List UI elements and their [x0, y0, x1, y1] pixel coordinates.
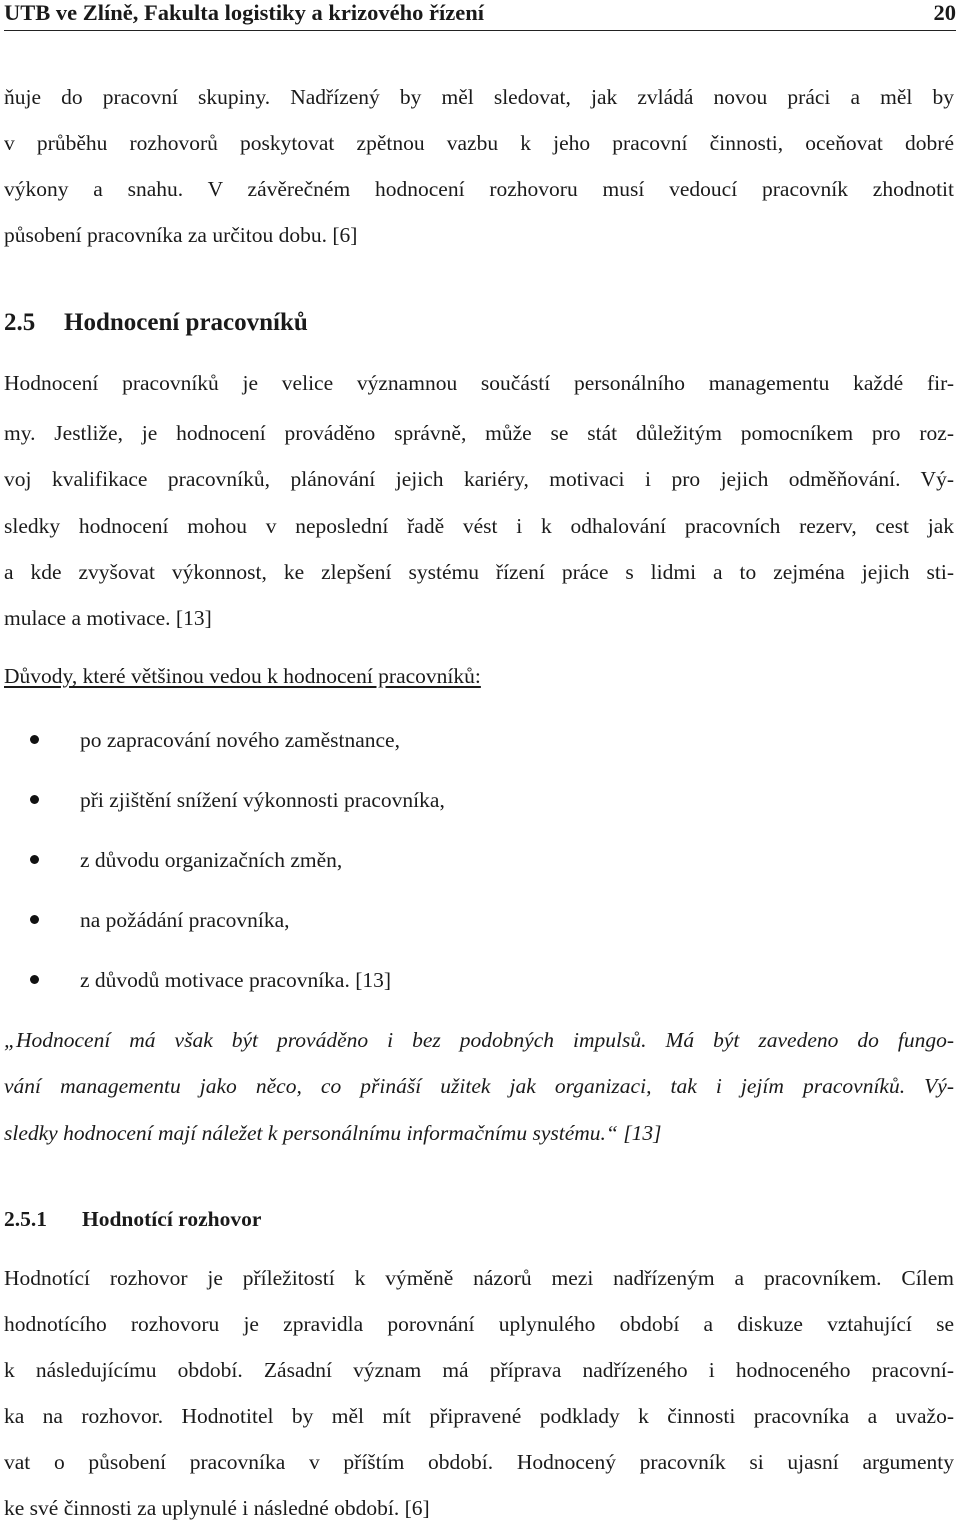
bullet-icon	[30, 855, 39, 864]
paragraph-line: k následujícímu období. Zásadní význam má příprava nadřízeného i hodnoceného pracovní-	[4, 1358, 954, 1382]
paragraph-line: Hodnotící rozhovor je příležitostí k výměně názorů mezi nadřízeným a pracovníkem. Cílem	[4, 1266, 954, 1290]
intro-line: působení pracovníka za určitou dobu. [6]	[4, 223, 358, 247]
subsection-title: Hodnotící rozhovor	[82, 1207, 262, 1231]
header-title: UTB ve Zlíně, Fakulta logistiky a krizového řízení	[4, 0, 485, 25]
intro-line: v průběhu rozhovorů poskytovat zpětnou vazbu k jeho pracovní činnosti, oceňovat dobré	[4, 131, 954, 155]
section-number: 2.5	[4, 309, 36, 336]
quote-line: vání managementu jako něco, co přináší užitek jak organizaci, tak i jejím pracovníků. Vý-	[4, 1074, 954, 1098]
paragraph-line: a kde zvyšovat výkonnost, ke zlepšení systému řízení práce s lidmi a to zejména jejich sti-	[4, 560, 954, 584]
section-heading	[4, 308, 308, 338]
list-item: na požádání pracovníka,	[80, 908, 290, 932]
page-header	[4, 0, 956, 31]
paragraph-line: my. Jestliže, je hodnocení prováděno správně, může se stát důležitým pomocníkem pro roz-	[4, 421, 954, 445]
subsection-number: 2.5.1	[4, 1207, 47, 1231]
paragraph-line: sledky hodnocení mohou v neposlední řadě vést i k odhalování pracovních rezerv, cest jak	[4, 514, 954, 538]
bullet-icon	[30, 735, 39, 744]
paragraph-line: Hodnocení pracovníků je velice významnou součástí personálního managementu každé fir-	[4, 371, 954, 395]
intro-line: výkony a snahu. V závěrečném hodnocení rozhovoru musí vedoucí pracovník zhodnotit	[4, 177, 954, 201]
section-title: Hodnocení pracovníků	[64, 309, 308, 336]
bullet-icon	[30, 795, 39, 804]
paragraph-line: ke své činnosti za uplynulé i následné období. [6]	[4, 1496, 430, 1520]
list-heading: Důvody, které většinou vedou k hodnocení pracovníků:	[4, 664, 481, 688]
bullet-icon	[30, 915, 39, 924]
intro-line: ňuje do pracovní skupiny. Nadřízený by měl sledovat, jak zvládá novou práci a měl by	[4, 85, 954, 109]
list-item: po zapracování nového zaměstnance,	[80, 728, 400, 752]
quote-line	[4, 1120, 954, 1146]
quote-line: „Hodnocení má však být prováděno i bez podobných impulsů. Má být zavedeno do fungo-	[4, 1028, 954, 1052]
quote-reference: [13]	[623, 1121, 662, 1145]
page-number: 20	[933, 0, 956, 25]
quote-text: sledky hodnocení mají náležet k personálnímu informačnímu systému.“	[4, 1121, 618, 1145]
list-item: při zjištění snížení výkonnosti pracovníka,	[80, 788, 445, 812]
list-item: z důvodu organizačních změn,	[80, 848, 343, 872]
paragraph-line: mulace a motivace. [13]	[4, 606, 212, 630]
list-item: z důvodů motivace pracovníka. [13]	[80, 968, 392, 992]
paragraph-line: hodnotícího rozhovoru je zpravidla porovnání uplynulého období a diskuze vztahující se	[4, 1312, 954, 1336]
bullet-icon	[30, 975, 39, 984]
paragraph-line: voj kvalifikace pracovníků, plánování jejich kariéry, motivaci i pro jejich odměňování. Vý-	[4, 467, 954, 491]
paragraph-line: ka na rozhovor. Hodnotitel by měl mít připravené podklady k činnosti pracovníka a uvažo-	[4, 1404, 954, 1428]
paragraph-line: vat o působení pracovníka v příštím období. Hodnocený pracovník si ujasní argumenty	[4, 1450, 954, 1474]
subsection-heading	[4, 1206, 261, 1232]
